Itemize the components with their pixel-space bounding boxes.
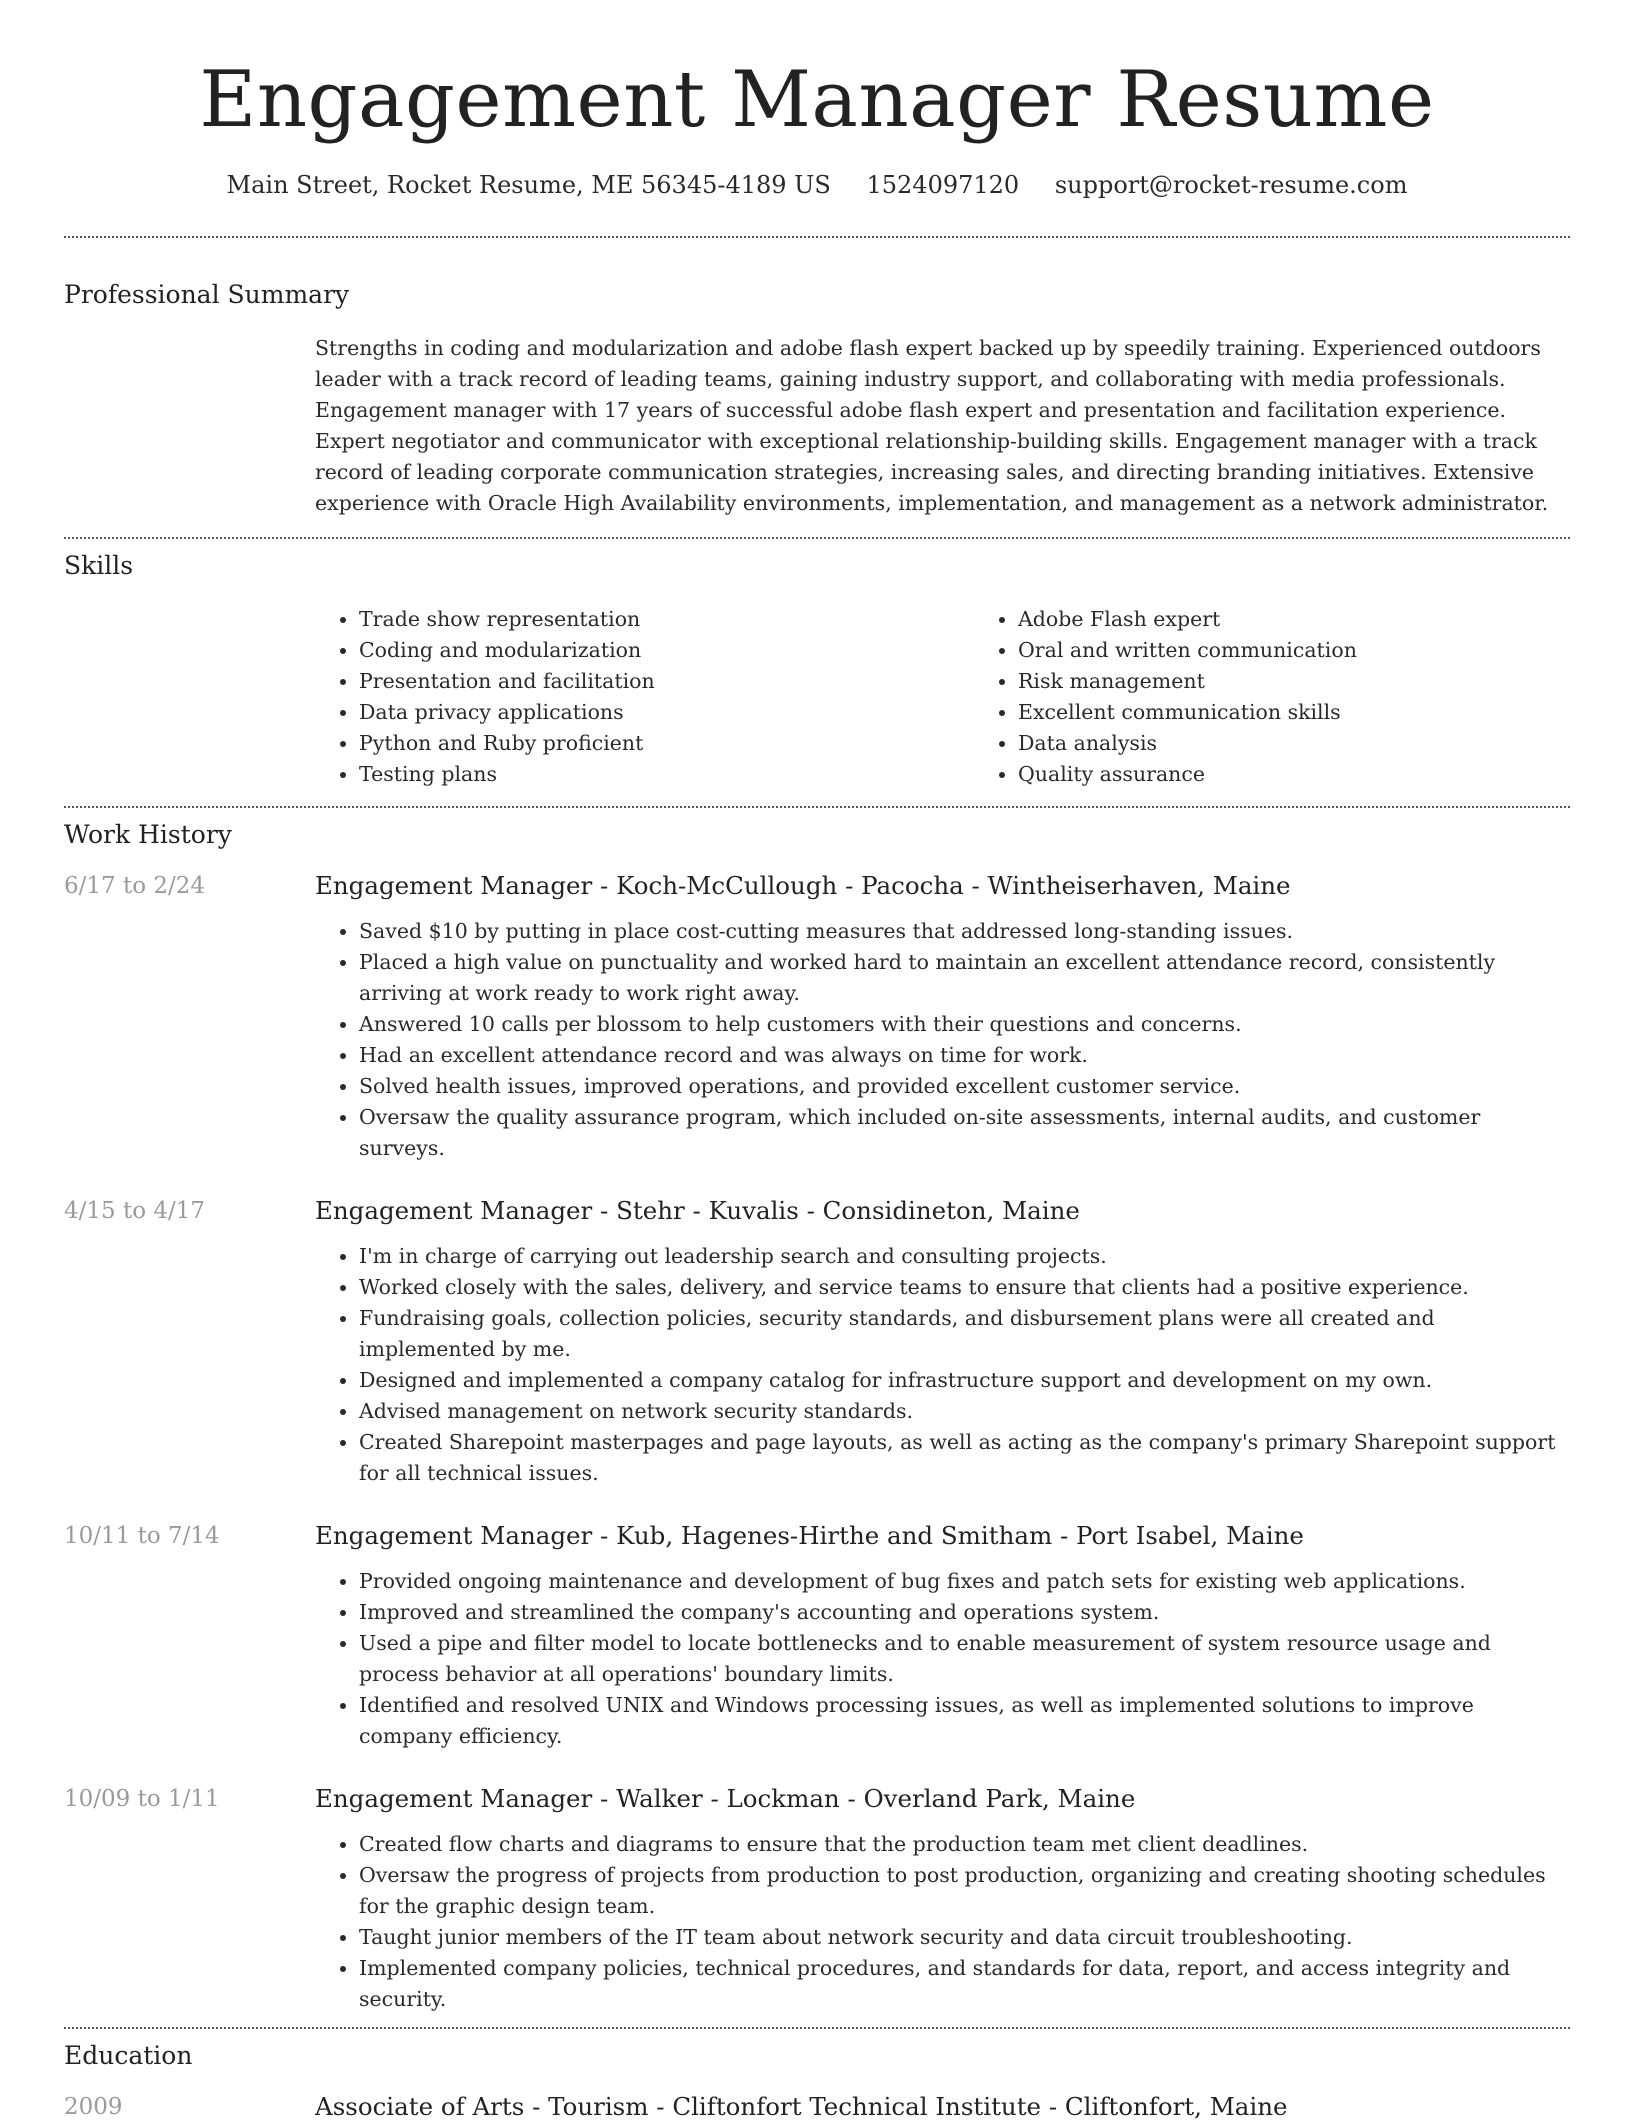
job-bullets [315,1829,1570,2015]
job-bullets [315,1241,1570,1489]
job-dates: 6/17 to 2/24 [64,873,206,899]
skills-section [64,539,1570,806]
skill-item: • Adobe Flash expert [1018,604,1632,635]
section-heading: Work History [64,820,232,849]
job-bullet: • Worked closely with the sales, delivery, and service teams to ensure that clients had a positive experience. [359,1272,1570,1303]
job-bullet: • Fundraising goals, collection policies, security standards, and disbursement plans were all created and implemented by me. [359,1303,1570,1365]
summary-text: Strengths in coding and modularization and adobe flash expert backed up by speedily training. Experienced outdoors leader with a track record of leading teams, gaining industry support, and collaborating with media professionals. Engagement manager with 17 years of successful adobe flash expert and presentation and facilitation experience. Expert negotiator and communicator with exceptional relationship-building skills. Engagement manager with a track record of leading corporate communication strategies, increasing sales, and directing branding initiatives. Extensive experience with Oracle High Availability environments, implementation, and management as a network administrator. [315,336,1549,515]
resume-title: Engagement Manager Resume [199,55,1435,145]
job-entry [64,1194,1570,1489]
skill-item: • Quality assurance [1018,759,1632,790]
education-section [64,2029,1570,2124]
job-title: Engagement Manager - Koch-McCullough - Pacocha - Wintheiserhaven, Maine [315,871,1291,900]
work-section [64,808,1570,2015]
job-dates: 10/09 to 1/11 [64,1786,220,1812]
email: support@rocket-resume.com [1054,171,1408,199]
skill-item: • Data privacy applications [359,697,974,728]
summary-section [64,238,1570,537]
skill-item: • Coding and modularization [359,635,974,666]
job-bullet: • Oversaw the quality assurance program, which included on-site assessments, internal audits, and customer surveys. [359,1102,1570,1164]
job-bullet: • Implemented company policies, technical procedures, and standards for data, report, and access integrity and security. [359,1953,1570,2015]
skill-item: • Oral and written communication [1018,635,1632,666]
job-bullet: • Oversaw the progress of projects from production to post production, organizing and creating shooting schedules for the graphic design team. [359,1860,1570,1922]
job-bullet: • Improved and streamlined the company's accounting and operations system. [359,1597,1570,1628]
section-heading: Education [64,2041,193,2070]
education-entry [64,2090,1570,2124]
address: Main Street, Rocket Resume, ME 56345-4189 US [226,171,831,199]
job-bullet: • Identified and resolved UNIX and Windows processing issues, as well as implemented solutions to improve company efficiency. [359,1690,1570,1752]
job-bullet: • Taught junior members of the IT team about network security and data circuit troubleshooting. [359,1922,1570,1953]
skill-item: • Excellent communication skills [1018,697,1632,728]
job-dates: 10/11 to 7/14 [64,1523,220,1549]
section-heading: Professional Summary [64,280,350,309]
resume-page [64,0,1570,2124]
job-title: Engagement Manager - Stehr - Kuvalis - Considineton, Maine [315,1196,1080,1225]
job-bullet: • Created Sharepoint masterpages and page layouts, as well as acting as the company's primary Sharepoint support for all technical issues. [359,1427,1570,1489]
job-bullet: • Solved health issues, improved operations, and provided excellent customer service. [359,1071,1570,1102]
skills-list-left [315,604,974,790]
job-entry [64,1782,1570,2015]
job-dates: 4/15 to 4/17 [64,1198,206,1224]
job-bullets [315,1566,1570,1752]
job-bullet: • Created flow charts and diagrams to ensure that the production team met client deadlines. [359,1829,1570,1860]
skill-item: • Python and Ruby proficient [359,728,974,759]
skill-item: • Testing plans [359,759,974,790]
job-bullet: • Answered 10 calls per blossom to help customers with their questions and concerns. [359,1009,1570,1040]
job-bullet: • Used a pipe and filter model to locate bottlenecks and to enable measurement of system resource usage and process behavior at all operations' boundary limits. [359,1628,1570,1690]
education-date: 2009 [64,2094,123,2120]
job-title: Engagement Manager - Kub, Hagenes-Hirthe and Smitham - Port Isabel, Maine [315,1521,1304,1550]
education-title: Associate of Arts - Tourism - Cliftonfort Technical Institute - Cliftonfort, Maine [315,2092,1288,2121]
phone: 1524097120 [866,171,1020,199]
job-bullet: • Had an excellent attendance record and was always on time for work. [359,1040,1570,1071]
job-bullet: • Designed and implemented a company catalog for infrastructure support and development on my own. [359,1365,1570,1396]
job-bullet: • Saved $10 by putting in place cost-cutting measures that addressed long-standing issues. [359,916,1570,947]
skill-item: • Trade show representation [359,604,974,635]
job-bullet: • Placed a high value on punctuality and worked hard to maintain an excellent attendance record, consistently arriving at work ready to work right away. [359,947,1570,1009]
skill-item: • Data analysis [1018,728,1632,759]
job-bullet: • Advised management on network security standards. [359,1396,1570,1427]
job-bullets [315,916,1570,1164]
job-entry [64,869,1570,1164]
contact-line [64,168,1570,202]
skill-item: • Risk management [1018,666,1632,697]
skills-list-right [974,604,1632,790]
job-entry [64,1519,1570,1752]
job-bullet: • I'm in charge of carrying out leadership search and consulting projects. [359,1241,1570,1272]
job-bullet: • Provided ongoing maintenance and development of bug fixes and patch sets for existing web applications. [359,1566,1570,1597]
skill-item: • Presentation and facilitation [359,666,974,697]
section-heading: Skills [64,551,134,580]
job-title: Engagement Manager - Walker - Lockman - Overland Park, Maine [315,1784,1136,1813]
